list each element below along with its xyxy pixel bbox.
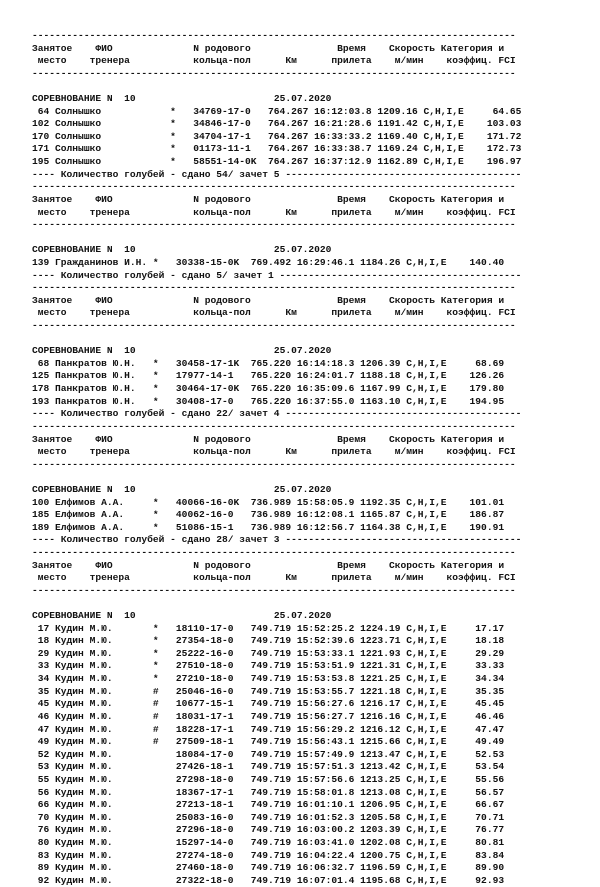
table-row: 80 Кудин М.Ю. 15297-14-0 749.719 16:03:41.0 1202.08 C,H,I,E 80.81 — [32, 837, 505, 848]
table-separator: ------------------------------------------------------------------------------------ — [32, 282, 516, 294]
competition-title: СОРЕВНОВАНИЕ N 10 — [32, 244, 136, 256]
competition-date: 25.07.2020 — [273, 483, 332, 495]
table-row: 170 Солнышко * 34704-17-1 764.267 16:33:33.2 1169.40 C,H,I,E 171.72 — [32, 130, 522, 142]
table-row: 17 Кудин М.Ю. * 18110-17-0 749.719 15:52:25.2 1224.19 C,H,I,E 17.17 — [32, 622, 505, 634]
table-header-row-1: Занятое ФИО N родового Время Скорость Категория и — [32, 42, 505, 54]
spacer — [136, 484, 274, 495]
table-row: 83 Кудин М.Ю. 27274-18-0 749.719 16:04:22.4 1200.75 C,H,I,E 83.84 — [32, 849, 505, 861]
table-row: 52 Кудин М.Ю. 18084-17-0 749.719 15:57:49.9 1213.47 C,H,I,E 52.53 — [32, 748, 505, 760]
pigeon-count-summary: ---- Количество голубей - сдано 54/ зачет 5 ----------------------------------------- — [32, 168, 522, 180]
spacer — [136, 610, 274, 621]
table-separator: ------------------------------------------------------------------------------------ — [32, 320, 516, 332]
table-row: 66 Кудин М.Ю. 27213-18-1 749.719 16:01:10.1 1206.95 C,H,I,E 66.67 — [32, 799, 505, 811]
blank-line — [32, 597, 577, 610]
table-row: 56 Кудин М.Ю. 18367-17-1 749.719 15:58:01.8 1213.08 C,H,I,E 56.57 — [32, 786, 505, 798]
table-header-row-1: Занятое ФИО N родового Время Скорость Категория и — [32, 559, 505, 571]
table-row: 64 Солнышко * 34769-17-0 764.267 16:12:03.8 1209.16 C,H,I,E 64.65 — [32, 105, 522, 117]
table-row: 35 Кудин М.Ю. # 25046-16-0 749.719 15:53:55.7 1221.18 C,H,I,E 35.35 — [32, 685, 505, 697]
table-row: 53 Кудин М.Ю. 27426-18-1 749.719 15:57:51.3 1213.42 C,H,I,E 53.54 — [32, 761, 505, 773]
competition-line — [32, 93, 577, 106]
competition-title: СОРЕВНОВАНИЕ N 10 — [32, 483, 136, 495]
blank-line — [32, 471, 577, 484]
competition-title: СОРЕВНОВАНИЕ N 10 — [32, 93, 136, 105]
table-row: 139 Гражданинов И.Н. * 30338-15-0K 769.492 16:29:46.1 1184.26 C,H,I,E 140.40 — [32, 256, 505, 268]
table-separator: ------------------------------------------------------------------------------------ — [32, 67, 516, 79]
blank-line — [32, 333, 577, 346]
table-separator: ------------------------------------------------------------------------------------ — [32, 546, 516, 558]
table-row: 195 Солнышко * 58551-14-0K 764.267 16:37:12.9 1162.89 C,H,I,E 196.97 — [32, 156, 522, 168]
table-header-row-1: Занятое ФИО N родового Время Скорость Категория и — [32, 193, 505, 205]
table-row: 100 Елфимов А.А. * 40066-16-0K 736.989 15:58:05.9 1192.35 C,H,I,E 101.01 — [32, 496, 505, 508]
table-row: 18 Кудин М.Ю. * 27354-18-0 749.719 15:52:39.6 1223.71 C,H,I,E 18.18 — [32, 635, 505, 647]
competition-title: СОРЕВНОВАНИЕ N 10 — [32, 610, 136, 622]
table-separator: ------------------------------------------------------------------------------------ — [32, 458, 516, 470]
table-row: 34 Кудин М.Ю. * 27210-18-0 749.719 15:53:53.8 1221.25 C,H,I,E 34.34 — [32, 673, 505, 685]
table-row: 68 Панкратов Ю.Н. * 30458-17-1K 765.220 16:14:18.3 1206.39 C,H,I,E 68.69 — [32, 357, 505, 369]
table-row: 125 Панкратов Ю.Н. * 17977-14-1 765.220 16:24:01.7 1188.18 C,H,I,E 126.26 — [32, 370, 505, 382]
table-row: 89 Кудин М.Ю. 27460-18-0 749.719 16:06:32.7 1196.59 C,H,I,E 89.90 — [32, 862, 505, 874]
table-separator: ------------------------------------------------------------------------------------ — [32, 584, 516, 596]
table-row: 70 Кудин М.Ю. 25083-16-0 749.719 16:01:52.3 1205.58 C,H,I,E 70.71 — [32, 811, 505, 823]
table-row: 29 Кудин М.Ю. * 25222-16-0 749.719 15:53:33.1 1221.93 C,H,I,E 29.29 — [32, 647, 505, 659]
table-row: 49 Кудин М.Ю. # 27509-18-1 749.719 15:56:43.1 1215.66 C,H,I,E 49.49 — [32, 736, 505, 748]
table-row: 46 Кудин М.Ю. # 18031-17-1 749.719 15:56:27.7 1216.16 C,H,I,E 46.46 — [32, 710, 505, 722]
table-row: 33 Кудин М.Ю. * 27510-18-0 749.719 15:53:51.9 1221.31 C,H,I,E 33.33 — [32, 660, 505, 672]
table-row: 171 Солнышко * 01173-11-1 764.267 16:33:38.7 1169.24 C,H,I,E 172.73 — [32, 143, 522, 155]
table-header-row-2: место тренера кольца-пол Км прилета м/мин коэффиц. FCI — [32, 307, 516, 319]
table-separator: ------------------------------------------------------------------------------------ — [32, 181, 516, 193]
table-header-row-2: место тренера кольца-пол Км прилета м/мин коэффиц. FCI — [32, 55, 516, 67]
competition-date: 25.07.2020 — [273, 345, 332, 357]
table-row: 178 Панкратов Ю.Н. * 30464-17-0K 765.220 16:35:09.6 1167.99 C,H,I,E 179.80 — [32, 383, 505, 395]
table-header-row-1: Занятое ФИО N родового Время Скорость Категория и — [32, 433, 505, 445]
pigeon-count-summary: ---- Количество голубей - сдано 28/ зачет 3 ----------------------------------------- — [32, 534, 522, 546]
spacer — [136, 345, 274, 356]
blank-line — [32, 80, 577, 93]
spacer — [136, 244, 274, 255]
table-row: 193 Панкратов Ю.Н. * 30408-17-0 765.220 16:37:55.0 1163.10 C,H,I,E 194.95 — [32, 395, 505, 407]
table-row: 185 Елфимов А.А. * 40062-16-0 736.989 16:12:08.1 1165.87 C,H,I,E 186.87 — [32, 509, 505, 521]
table-header-row-1: Занятое ФИО N родового Время Скорость Категория и — [32, 294, 505, 306]
table-header-row-2: место тренера кольца-пол Км прилета м/мин коэффиц. FCI — [32, 206, 516, 218]
table-header-row-2: место тренера кольца-пол Км прилета м/мин коэффиц. FCI — [32, 446, 516, 458]
pigeon-count-summary: ---- Количество голубей - сдано 22/ зачет 4 ----------------------------------------- — [32, 408, 522, 420]
competition-date: 25.07.2020 — [273, 244, 332, 256]
table-separator: ------------------------------------------------------------------------------------ — [32, 30, 516, 41]
competition-line — [32, 610, 577, 623]
competition-date: 25.07.2020 — [273, 610, 332, 622]
table-row: 55 Кудин М.Ю. 27298-18-0 749.719 15:57:56.6 1213.25 C,H,I,E 55.56 — [32, 773, 505, 785]
competition-line — [32, 244, 577, 257]
pigeon-count-summary: ---- Количество голубей - сдано 5/ зачет 1 ------------------------------------------ — [32, 269, 522, 281]
table-row: 102 Солнышко * 34846-17-0 764.267 16:21:28.6 1191.42 C,H,I,E 103.03 — [32, 118, 522, 130]
spacer — [136, 93, 274, 104]
table-row: 45 Кудин М.Ю. # 10677-15-1 749.719 15:56:27.6 1216.17 C,H,I,E 45.45 — [32, 698, 505, 710]
table-row: 92 Кудин М.Ю. 27322-18-0 749.719 16:07:01.4 1195.68 C,H,I,E 92.93 — [32, 874, 505, 886]
table-header-row-2: место тренера кольца-пол Км прилета м/мин коэффиц. FCI — [32, 572, 516, 584]
table-row: 189 Елфимов А.А. * 51086-15-1 736.989 16:12:56.7 1164.38 C,H,I,E 190.91 — [32, 521, 505, 533]
table-row: 47 Кудин М.Ю. # 18228-17-1 749.719 15:56:29.2 1216.12 C,H,I,E 47.47 — [32, 723, 505, 735]
competition-date: 25.07.2020 — [273, 93, 332, 105]
table-row: 76 Кудин М.Ю. 27296-18-0 749.719 16:03:00.2 1203.39 C,H,I,E 76.77 — [32, 824, 505, 836]
competition-line — [32, 345, 577, 358]
competition-line — [32, 484, 577, 497]
blank-line — [32, 232, 577, 245]
report-document — [32, 30, 577, 887]
competition-title: СОРЕВНОВАНИЕ N 10 — [32, 345, 136, 357]
table-separator: ------------------------------------------------------------------------------------ — [32, 420, 516, 432]
table-separator: ------------------------------------------------------------------------------------ — [32, 219, 516, 231]
